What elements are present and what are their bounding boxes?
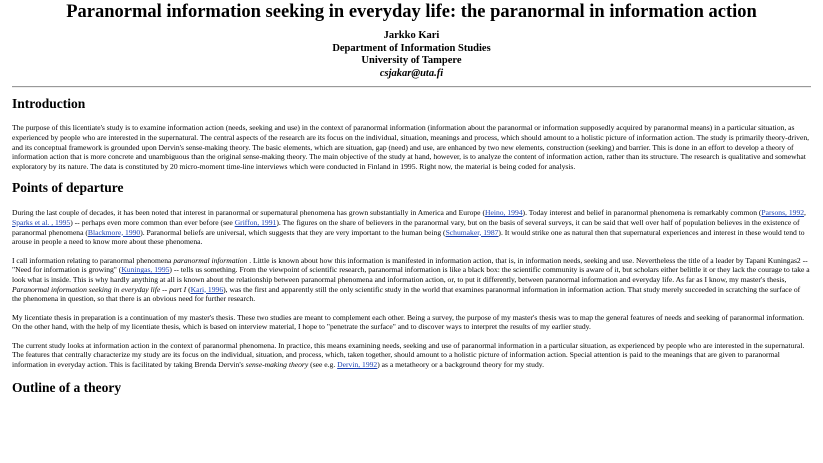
text: ) -- tells us something. From the viewpoint of scientific research, paranormal information is like a black box: the scientific community is aware of it, but scholars either belittle it or they lack the courage to take a look what is inside. This is why hardly anything at all is known about the relationship between paranormal phenomena and information action, or, to put it differently, between paranormal information and everyday life. As far as I know, my master's thesis, <box>12 265 810 284</box>
citation-link-schumaker[interactable]: Schumaker, 1987 <box>445 227 499 237</box>
citation-link-heino[interactable]: Heino, 1994 <box>485 208 523 218</box>
text: During the last couple of decades, it has been noted that interest in paranormal or supernatural phenomena has grown substantially in America and Europe ( <box>12 208 485 218</box>
italic-term: paranormal information <box>173 255 248 265</box>
introduction-paragraph: The purpose of this licentiate's study is to examine information action (needs, seeking and use) in the context of paranormal information (information about the paranormal or information supposedly acquired by paranormal means) in a particular situation, as experienced by people who are interested in the supernatural. The central aspects of the research are its focus on the individual, situation, meanings and process, which should amount to a holistic picture of information action. The study is primarily theory-driven, and its conceptual framework is grounded upon Dervin's sense-making theory. The basic elements, which are situation, gap (need) and use, are enhanced by two new elements, construction (seeking) and barrier. This is done in an effort to develop a theory of information action that is more concrete and unambiguous than the original sense-making theory. The main objective of the study at hand, however, is to analyze the content of information action, rather than its structure. The research is qualitative and somewhat exploratory by its nature. The data is constituted by 20 micro-moment time-line interviews which were conducted in Finland in 1995. Right now, the material is being coded for analysis. <box>12 123 810 171</box>
citation-link-kuningas[interactable]: Kuningas, 1995 <box>121 265 170 275</box>
text: ). It would strike one as natural then that supernatural experiences and interest in these would tend to arouse in people a need to know more about these phenomena. <box>12 227 805 247</box>
points-section <box>12 180 811 369</box>
points-paragraph-2 <box>12 256 811 304</box>
points-paragraph-3: My licentiate thesis in preparation is a continuation of my master's thesis. These two studies are meant to complement each other. Being a survey, the purpose of my master's thesis was to map the general features of needs and seeking of paranormal information. On the other hand, with the help of my licentiate thesis, which is based on interview material, I hope to "penetrate the surface" and to discover ways to interpret the results of my earlier study. <box>12 312 805 332</box>
text: . Little is known about how this information is manifested in information action, that is, in information needs, seeking and use. Nevertheless the title of a leader by Tapani Kuningas2 -- "Need for information is growing" ( <box>12 255 808 275</box>
text: ). Today interest and belief in paranormal phenomena is remarkably common ( <box>522 208 762 218</box>
author-email: csjakar@uta.fi <box>379 67 444 79</box>
text: ). The figures on the share of believers in the paranormal vary, but on the basis of several surveys, it can be said that well over half of population believes in the existence of paranormal phenomena ( <box>12 217 800 237</box>
author-name: Jarkko Kari <box>383 30 440 41</box>
university: University of Tampere <box>361 55 462 67</box>
outline-heading: Outline of a theory <box>12 379 122 395</box>
text: ) -- perhaps even more common than ever before (see <box>70 217 235 227</box>
points-paragraph-4 <box>12 341 811 370</box>
citation-link-dervin[interactable]: Dervin, 1992 <box>337 360 378 370</box>
introduction-heading: Introduction <box>12 96 86 112</box>
points-paragraph-1 <box>12 208 811 246</box>
text: ( <box>186 284 191 294</box>
text: (see e.g. <box>308 360 338 370</box>
department: Department of Information Studies <box>332 42 491 54</box>
points-heading: Points of departure <box>12 180 124 196</box>
page-title: Paranormal information seeking in everyday life: the paranormal in information action <box>66 2 757 22</box>
divider <box>12 86 811 88</box>
citation-link-parsons[interactable]: Parsons, 1992 <box>761 208 805 218</box>
text: ) as a metatheory or a background theory for my study. <box>377 360 544 370</box>
citation-link-blackmore[interactable]: Blackmore, 1990 <box>87 227 141 237</box>
text: I call information relating to paranormal phenomena <box>12 255 174 265</box>
author-block <box>12 30 811 80</box>
italic-title: Paranormal information seeking in everyday life -- part I <box>12 284 187 294</box>
citation-link-griffon[interactable]: Griffon, 1991 <box>234 217 277 227</box>
introduction-section <box>12 96 811 171</box>
text: , <box>804 208 806 218</box>
italic-term: sense-making theory <box>245 360 309 370</box>
citation-link-sparks[interactable]: Sparks et al. , 1995 <box>12 217 71 227</box>
citation-link-kari[interactable]: Kari, 1996 <box>190 284 224 294</box>
outline-section <box>12 380 811 396</box>
text: ). Paranormal beliefs are universal, which suggests that they are very important to the human being ( <box>140 227 446 237</box>
text: The current study looks at information action in the context of paranormal phenomena. In practice, this means examining needs, seeking and use of paranormal information in a particular situation, as experienced by people who are interested in the supernatural. The features that centrally characterize my study are its focus on the individual, situation, and process, which, taken together, should amount to a holistic picture of information action. Special attention is paid to the meanings that are given to paranormal information in everyday action. This is facilitated by taking Brenda Dervin's <box>12 340 805 370</box>
text: ), was the first and apparently still the only scientific study in the world that examines paranormal information in information action. That study merely succeeded in scratching the surface of the phenomena in question, so that there is an obvious need for further research. <box>12 284 801 304</box>
